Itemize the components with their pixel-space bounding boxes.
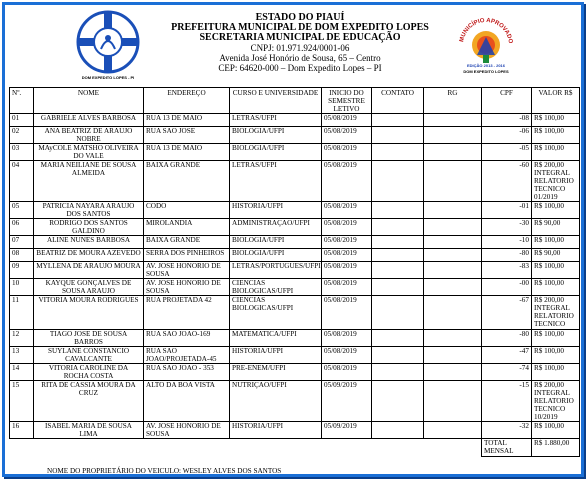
cell-rg	[424, 249, 482, 262]
cell-student-name: ANA BEATRIZ DE ARAUJO NOBRE	[34, 127, 144, 144]
cell-course: MATEMATICA/UFPI	[230, 330, 322, 347]
cell-row-number: 12	[10, 330, 34, 347]
table-row	[10, 144, 580, 161]
cell-rg	[424, 364, 482, 381]
cell-row-number: 05	[10, 202, 34, 219]
cell-cpf: -06	[482, 127, 532, 144]
cell-course: CIENCIAS BIOLOGICAS/UFPI	[230, 279, 322, 296]
table-row	[10, 127, 580, 144]
cell-contact	[372, 262, 424, 279]
cell-cpf: -67	[482, 296, 532, 330]
cell-student-name: VITORIA MOURA RODRIGUES	[34, 296, 144, 330]
cell-student-name: GABRIELE ALVES BARBOSA	[34, 114, 144, 127]
municipal-crest-icon	[75, 9, 141, 75]
document-frame	[2, 2, 584, 477]
cell-address: BAIXA GRANDE	[144, 161, 230, 202]
cell-cpf: -08	[482, 114, 532, 127]
cell-value: R$ 100,00	[532, 262, 580, 279]
cell-semester-start: 05/08/2019	[322, 330, 372, 347]
cell-course: NUTRIÇAO/UFPI	[230, 381, 322, 422]
cell-row-number: 11	[10, 296, 34, 330]
cell-contact	[372, 364, 424, 381]
cell-cpf: -01	[482, 202, 532, 219]
cell-row-number: 16	[10, 422, 34, 439]
cell-rg	[424, 202, 482, 219]
cell-rg	[424, 347, 482, 364]
table-row	[10, 161, 580, 202]
cell-student-name: SUYLANE CONSTANCIO CAVALCANTE	[34, 347, 144, 364]
prefeitura-title: PREFEITURA MUNICIPAL DE DOM EXPEDITO LOPES	[171, 22, 429, 33]
table-row	[10, 114, 580, 127]
cell-row-number: 06	[10, 219, 34, 236]
cell-address: MIROLANDIA	[144, 219, 230, 236]
table-body	[10, 114, 580, 439]
cell-value: R$ 100,00	[532, 422, 580, 439]
cell-address: BAIXA GRANDE	[144, 236, 230, 249]
cell-contact	[372, 330, 424, 347]
cell-semester-start: 05/08/2019	[322, 114, 372, 127]
cell-rg	[424, 236, 482, 249]
total-label: TOTAL MENSAL	[482, 439, 532, 457]
cell-value: R$ 100,00	[532, 330, 580, 347]
cell-row-number: 13	[10, 347, 34, 364]
cell-address: RUA SAO JOAO - 353	[144, 364, 230, 381]
secretaria-title: SECRETARIA MUNICIPAL DE EDUCAÇÃO	[199, 32, 401, 43]
cell-course: HISTORIA/UFPI	[230, 422, 322, 439]
cell-student-name: VITORIA CAROLINE DA ROCHA COSTA	[34, 364, 144, 381]
column-header: INICIO DO SEMESTRE LETIVO	[322, 88, 372, 114]
cell-semester-start: 05/08/2019	[322, 347, 372, 364]
cell-course: BIOLOGIA/UFPI	[230, 249, 322, 262]
cell-course: BIOLOGIA/UFPI	[230, 144, 322, 161]
cell-value: R$ 100,00	[532, 347, 580, 364]
cell-address: RUA SAO JOSE	[144, 127, 230, 144]
cell-rg	[424, 114, 482, 127]
cell-semester-start: 05/08/2019	[322, 236, 372, 249]
cell-contact	[372, 236, 424, 249]
header-text	[165, 13, 435, 73]
vehicle-owner-line: NOME DO PROPRIETÁRIO DO VEICULO: WESLEY ALVES DOS SANTOS	[47, 467, 282, 475]
cell-value: R$ 100,00	[532, 236, 580, 249]
cell-address: RUA 13 DE MAIO	[144, 144, 230, 161]
cep-line: CEP: 64620-000 – Dom Expedito Lopes – PI	[218, 63, 382, 73]
column-header: RG	[424, 88, 482, 114]
cell-contact	[372, 161, 424, 202]
cell-student-name: MAyCOLE MATSHO OLIVEIRA DO VALE	[34, 144, 144, 161]
cell-row-number: 03	[10, 144, 34, 161]
cell-student-name: BEATRIZ DE MOURA AZEVEDO	[34, 249, 144, 262]
cell-cpf: -10	[482, 236, 532, 249]
cell-course: HISTORIA/UFPI	[230, 202, 322, 219]
cell-contact	[372, 422, 424, 439]
table-row	[10, 219, 580, 236]
cell-semester-start: 05/08/2019	[322, 127, 372, 144]
column-header: CPF	[482, 88, 532, 114]
cell-course: LETRAS/UFPI	[230, 114, 322, 127]
cell-address: RUA SAO JOAO/PROJETADA-45	[144, 347, 230, 364]
cell-semester-start: 05/08/2019	[322, 364, 372, 381]
cell-cpf: -83	[482, 262, 532, 279]
cell-semester-start: 05/08/2019	[322, 161, 372, 202]
crest-caption: DOM EXPEDITO LOPES - PI	[81, 75, 135, 80]
cell-address: RUA SAO JOAO-169	[144, 330, 230, 347]
cell-contact	[372, 249, 424, 262]
cell-value: R$ 100,00	[532, 127, 580, 144]
column-header: Nº.	[10, 88, 34, 114]
cell-semester-start: 05/09/2019	[322, 381, 372, 422]
cell-row-number: 10	[10, 279, 34, 296]
cell-semester-start: 05/09/2019	[322, 422, 372, 439]
cell-rg	[424, 381, 482, 422]
cell-cpf: -80	[482, 249, 532, 262]
cell-contact	[372, 114, 424, 127]
cell-value: R$ 100,00	[532, 144, 580, 161]
cell-address: ALTO DA BOA VISTA	[144, 381, 230, 422]
cell-rg	[424, 330, 482, 347]
cell-contact	[372, 127, 424, 144]
cell-row-number: 08	[10, 249, 34, 262]
column-header: ENDEREÇO	[144, 88, 230, 114]
cell-address: AV. JOSE HONORIO DE SOUSA	[144, 422, 230, 439]
table-row	[10, 381, 580, 422]
column-header: VALOR R$	[532, 88, 580, 114]
cell-address: RUA 13 DE MAIO	[144, 114, 230, 127]
cell-student-name: ALINE NUNES BARBOSA	[34, 236, 144, 249]
cell-row-number: 01	[10, 114, 34, 127]
cell-value: R$ 100,00	[532, 114, 580, 127]
table-row	[10, 202, 580, 219]
cell-address: AV. JOSE HONORIO DE SOUSA	[144, 262, 230, 279]
table-row	[10, 262, 580, 279]
table-row	[10, 279, 580, 296]
cell-semester-start: 05/08/2019	[322, 296, 372, 330]
seal-caption: DOM EXPEDITO LOPES	[463, 69, 509, 74]
cell-row-number: 02	[10, 127, 34, 144]
column-header: CURSO E UNIVERSIDADE	[230, 88, 322, 114]
cell-row-number: 09	[10, 262, 34, 279]
cell-rg	[424, 296, 482, 330]
cell-student-name: MYLLENA DE ARAUJO MOURA	[34, 262, 144, 279]
cell-course: CIENCIAS BIOLOGICAS/UFPI	[230, 296, 322, 330]
cell-student-name: PATRICIA NAYARA ARAUJO DOS SANTOS	[34, 202, 144, 219]
approved-seal-icon	[453, 11, 519, 71]
table-row	[10, 364, 580, 381]
cell-rg	[424, 127, 482, 144]
cell-student-name: KAYQUE GONÇALVES DE SOUSA ARAUJO	[34, 279, 144, 296]
cell-value: R$ 200,00 INTEGRAL RELATORIO TECNICO	[532, 296, 580, 330]
seal-edition: EDIÇÃO 2013 - 2016	[466, 63, 506, 68]
table-row	[10, 236, 580, 249]
cell-cpf: -00	[482, 279, 532, 296]
seal-top-text: MUNICÍPIO APROVADO	[459, 17, 514, 44]
cell-course: PRE-ENEM/UFPI	[230, 364, 322, 381]
cell-semester-start: 05/08/2019	[322, 249, 372, 262]
cell-rg	[424, 161, 482, 202]
total-value: R$ 1.880,00	[532, 439, 580, 457]
table-row	[10, 422, 580, 439]
cell-student-name: TIAGO JOSE DE SOUSA BARROS	[34, 330, 144, 347]
cell-semester-start: 05/08/2019	[322, 219, 372, 236]
cell-value: R$ 100,00	[532, 202, 580, 219]
cell-cpf: -30	[482, 219, 532, 236]
table-row	[10, 249, 580, 262]
cell-student-name: ISABEL MARIA DE SOUSA LIMA	[34, 422, 144, 439]
cell-row-number: 07	[10, 236, 34, 249]
students-table	[9, 87, 580, 457]
cell-value: R$ 100,00	[532, 364, 580, 381]
cell-cpf: -74	[482, 364, 532, 381]
cell-contact	[372, 279, 424, 296]
table-header-row	[10, 88, 580, 114]
cell-semester-start: 05/08/2019	[322, 279, 372, 296]
cell-course: LETRAS/PORTUGUES/UFPI	[230, 262, 322, 279]
cell-student-name: RODRIGO DOS SANTOS GALDINO	[34, 219, 144, 236]
cell-row-number: 15	[10, 381, 34, 422]
cell-student-name: MARIA NEILIANE DE SOUSA ALMEIDA	[34, 161, 144, 202]
cell-value: R$ 200,00 INTEGRAL RELATORIO TECNICO 01/2019	[532, 161, 580, 202]
cell-row-number: 14	[10, 364, 34, 381]
total-row	[10, 439, 580, 457]
column-header: CONTATO	[372, 88, 424, 114]
column-header: NOME	[34, 88, 144, 114]
cell-semester-start: 05/08/2019	[322, 144, 372, 161]
cell-course: LETRAS/UFPI	[230, 161, 322, 202]
cell-course: HISTORIA/UFPI	[230, 347, 322, 364]
cell-course: BIOLOGIA/UFPI	[230, 236, 322, 249]
cell-address: SERRA DOS PINHEIROS	[144, 249, 230, 262]
cell-rg	[424, 262, 482, 279]
cnpj-line: CNPJ: 01.971.924/0001-06	[250, 43, 350, 53]
cell-value: R$ 100,00	[532, 279, 580, 296]
cell-contact	[372, 219, 424, 236]
cell-contact	[372, 202, 424, 219]
cell-contact	[372, 296, 424, 330]
cell-contact	[372, 381, 424, 422]
cell-address: RUA PROJETADA 42	[144, 296, 230, 330]
cell-cpf: -80	[482, 330, 532, 347]
document-header	[5, 5, 581, 87]
cell-semester-start: 05/08/2019	[322, 202, 372, 219]
table-row	[10, 296, 580, 330]
cell-student-name: RITA DE CASSIA MOURA DA CRUZ	[34, 381, 144, 422]
cell-cpf: -47	[482, 347, 532, 364]
cell-row-number: 04	[10, 161, 34, 202]
cell-contact	[372, 347, 424, 364]
state-title: ESTADO DO PIAUÍ	[255, 12, 345, 23]
cell-rg	[424, 422, 482, 439]
address-line: Avenida José Honório de Sousa, 65 – Centro	[219, 53, 381, 63]
table-row	[10, 330, 580, 347]
table-row	[10, 347, 580, 364]
cell-cpf: -15	[482, 381, 532, 422]
cell-course: ADMINISTRAÇAO/UFPI	[230, 219, 322, 236]
cell-rg	[424, 219, 482, 236]
cell-cpf: -05	[482, 144, 532, 161]
cell-rg	[424, 279, 482, 296]
cell-value: R$ 90,00	[532, 249, 580, 262]
cell-cpf: -60	[482, 161, 532, 202]
cell-course: BIOLOGIA/UFPI	[230, 127, 322, 144]
cell-address: AV. JOSE HONORIO DE SOUSA	[144, 279, 230, 296]
cell-semester-start: 05/08/2019	[322, 262, 372, 279]
cell-value: R$ 90,00	[532, 219, 580, 236]
cell-address: CODO	[144, 202, 230, 219]
cell-value: R$ 200,00 INTEGRAL RELATORIO TECNICO 10/2019	[532, 381, 580, 422]
cell-contact	[372, 144, 424, 161]
cell-rg	[424, 144, 482, 161]
cell-cpf: -32	[482, 422, 532, 439]
